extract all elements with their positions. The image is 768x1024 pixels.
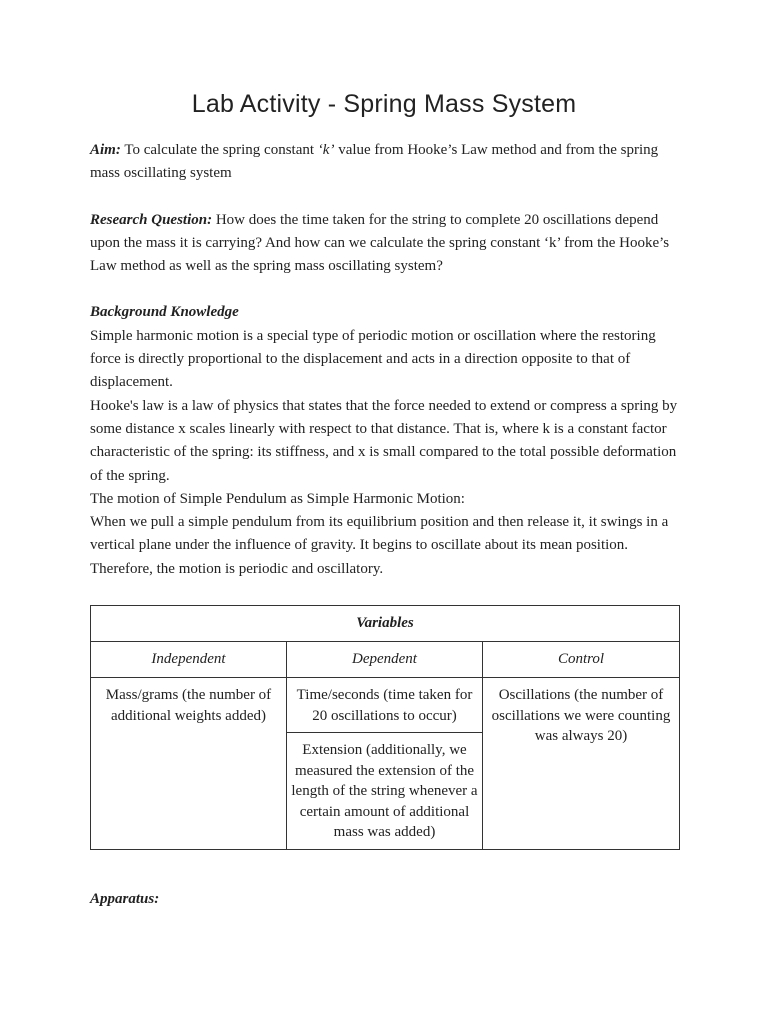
- page-title: Lab Activity - Spring Mass System: [191, 90, 577, 118]
- header-control: Control: [483, 642, 680, 678]
- control-variable-cell: Oscillations (the number of oscillations we were counting was always 20): [483, 678, 680, 850]
- document-body: [90, 139, 680, 581]
- dependent-variable-extension-cell: Extension (additionally, we measured the extension of the length of the string whenever a certain amount of additional mass was added): [287, 733, 483, 850]
- k-symbol: ‘k’: [317, 142, 335, 158]
- background-paragraph-pendulum: When we pull a simple pendulum from its equilibrium position and then release it, it swings in a vertical plane under the influence of gravity. It begins to oscillate about its mean position. Therefore, the motion is periodic and oscillatory.: [90, 514, 669, 577]
- independent-variable-cell: Mass/grams (the number of additional weights added): [91, 678, 287, 850]
- research-question-text: How does the time taken for the string to complete 20 oscillations depend upon the mass it is carrying? And how can we calculate the spring constant ‘k’ from the Hooke’s Law method as well as the spring mass oscillating system?: [90, 211, 670, 275]
- background-heading: Background Knowledge: [90, 304, 239, 321]
- background-paragraph-pendulum-heading: The motion of Simple Pendulum as Simple Harmonic Motion:: [90, 490, 465, 507]
- variables-table: [90, 605, 680, 850]
- aim-text-after: value from Hooke’s Law method and from the spring mass oscillating system: [90, 142, 659, 182]
- apparatus-heading: Apparatus:: [90, 891, 160, 907]
- aim-label: Aim:: [90, 142, 121, 158]
- background-paragraph-shm: Simple harmonic motion is a special type of periodic motion or oscillation where the restoring force is directly proportional to the displacement and acts in a direction opposite to that of displacement.: [90, 327, 656, 391]
- header-independent: Independent: [91, 642, 287, 678]
- research-question-label: Research Question:: [90, 211, 213, 228]
- dependent-variable-time-cell: Time/seconds (time taken for 20 oscillations to occur): [287, 678, 483, 733]
- aim-paragraph: [90, 139, 680, 186]
- variables-table-title: Variables: [91, 606, 680, 642]
- aim-text-before: To calculate the spring constant: [120, 142, 318, 158]
- research-question-paragraph: [90, 209, 680, 279]
- background-paragraph-hooke: Hooke's law is a law of physics that states that the force needed to extend or compress a spring by some distance x scales linearly with respect to that distance. That is, where k is a constant factor characteristic of the spring: its stiffness, and x is small compared to the total possible deformation of the spring.: [90, 397, 678, 484]
- header-dependent: Dependent: [287, 642, 483, 678]
